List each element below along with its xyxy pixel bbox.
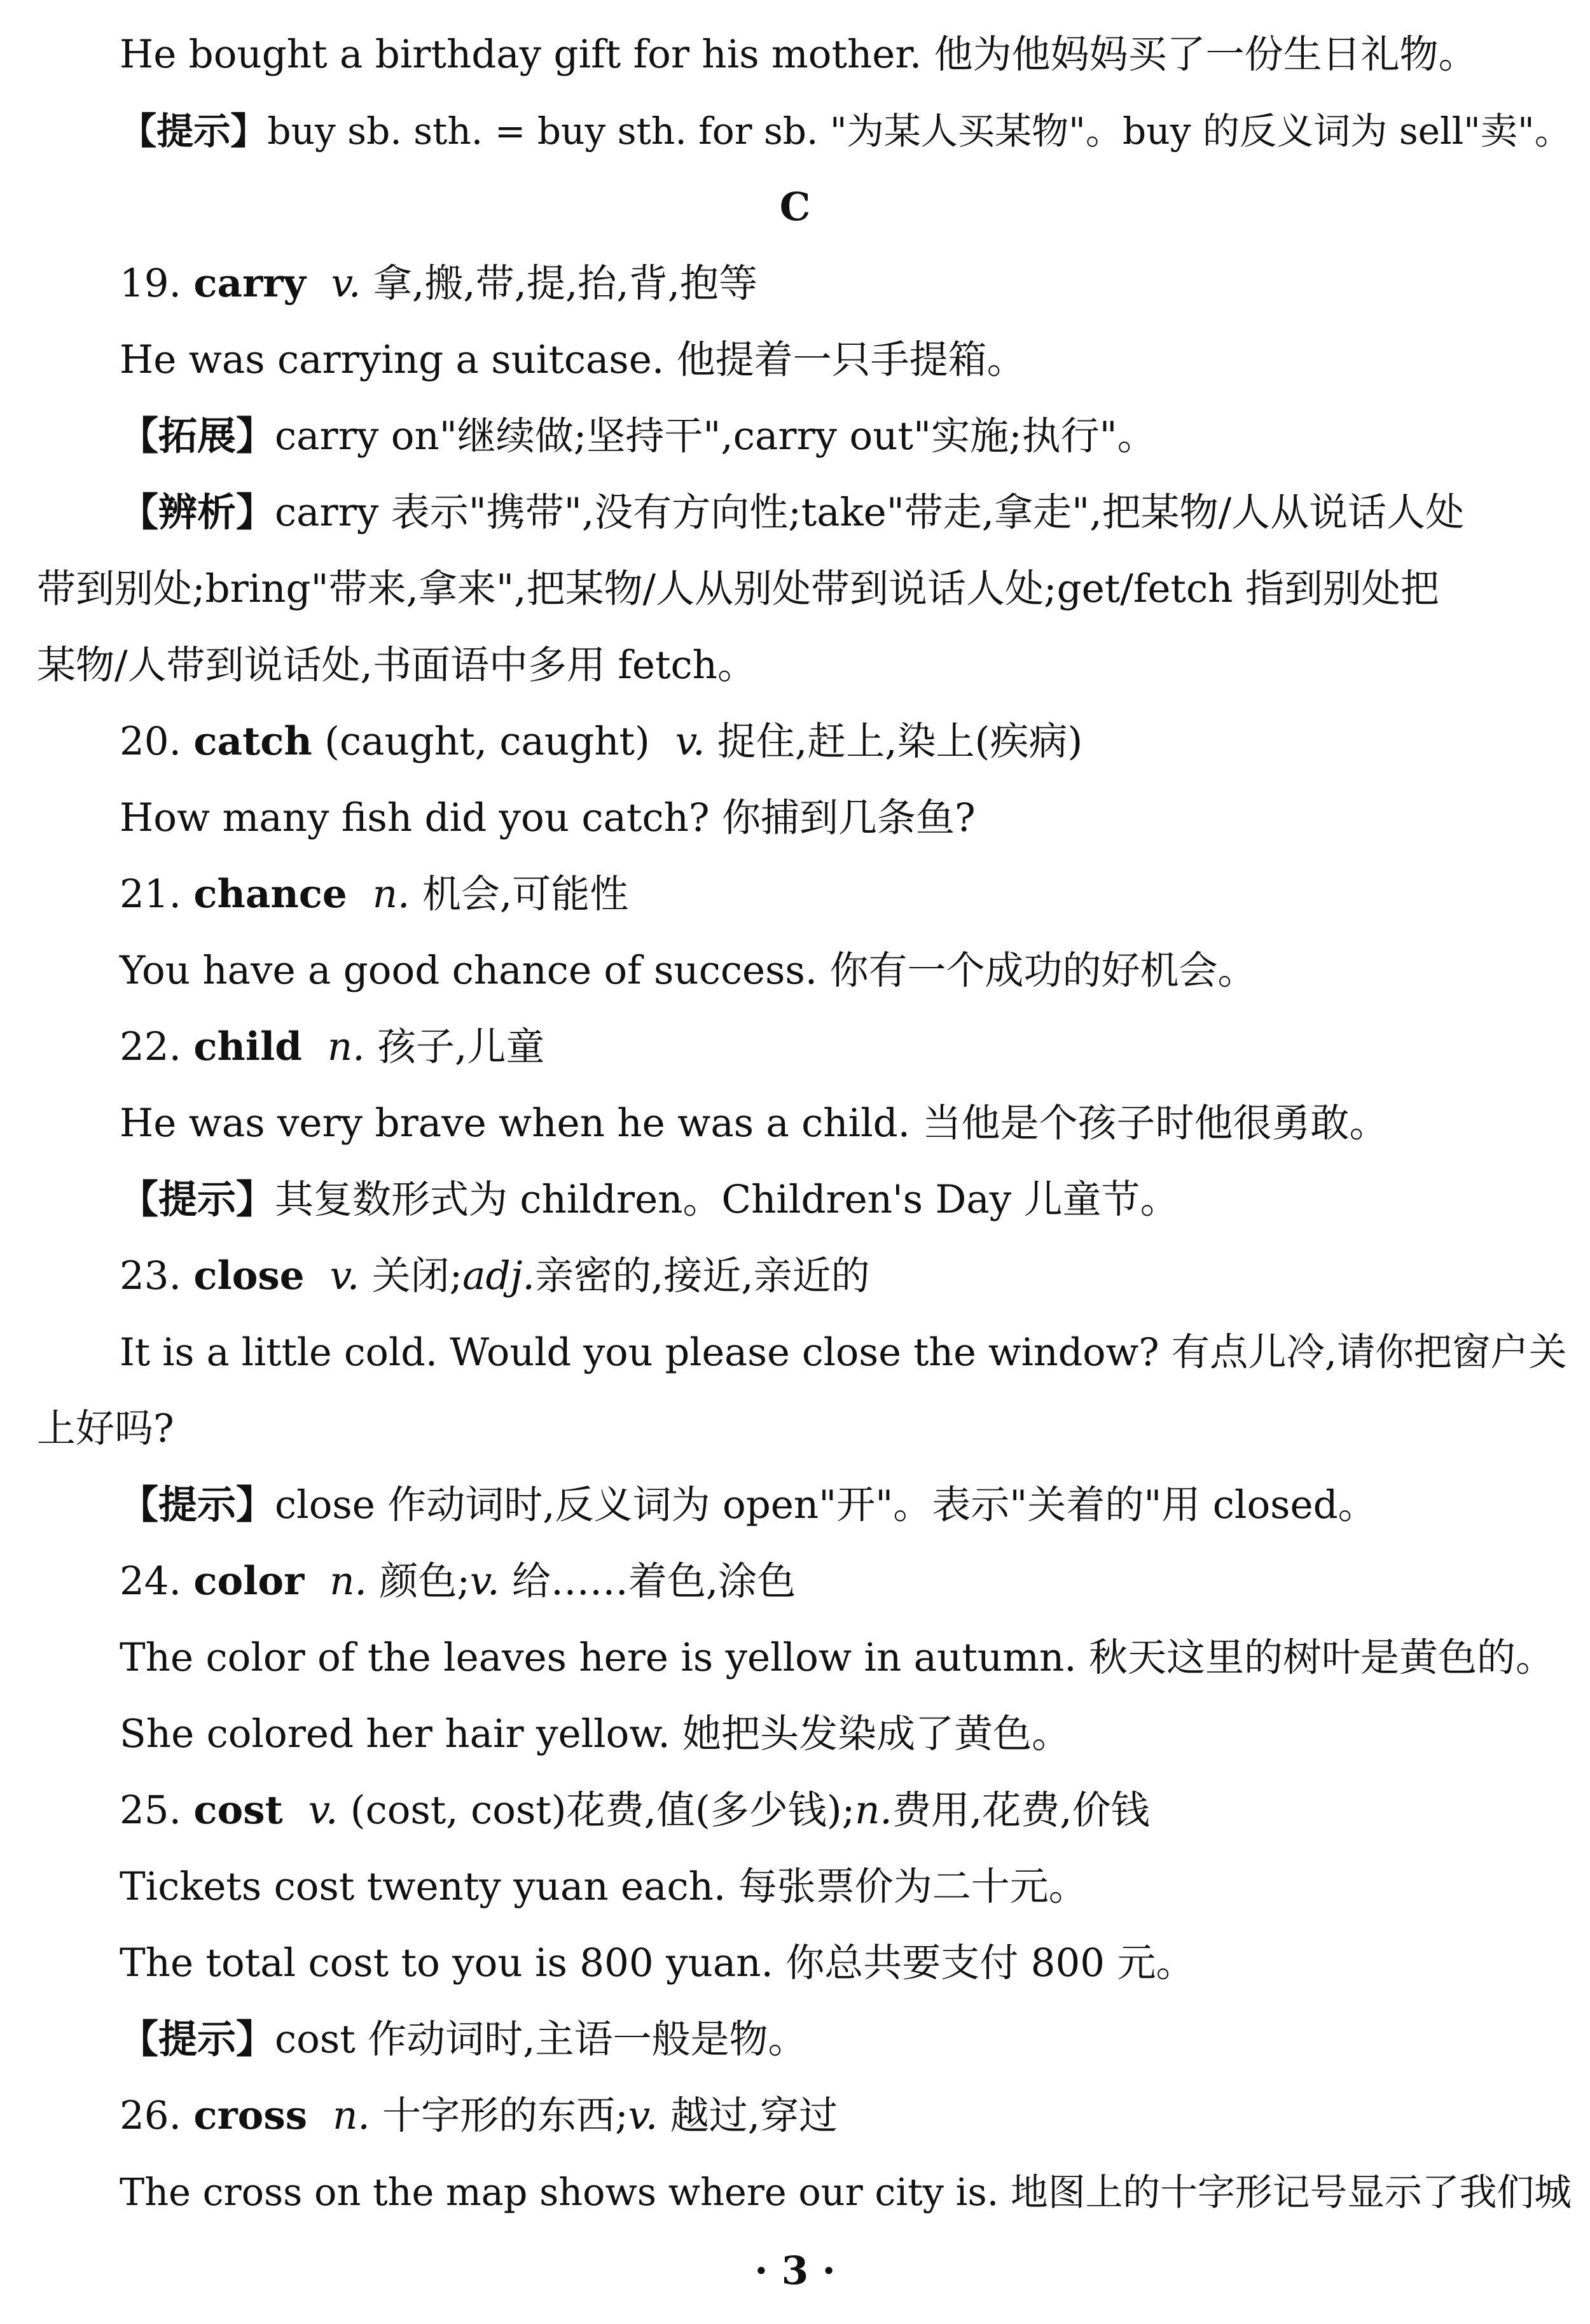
example-sentence: The total cost to you is 800 yuan. 你总共要支付 800 元。 xyxy=(120,1940,1195,1986)
section-heading: C xyxy=(779,184,811,230)
headword: child xyxy=(193,1024,302,1069)
example-sentence: He was very brave when he was a child. 当他是个孩子时他很勇敢。 xyxy=(120,1101,1388,1146)
note-tag: 【提示】 xyxy=(120,2017,275,2062)
headword: cross xyxy=(193,2093,308,2138)
note-line: 【辨析】carry 表示"携带",没有方向性;take"带走,拿走",把某物/人从说话人处 xyxy=(120,490,1465,535)
entry-heading: 26. cross n. 十字形的东西;v. 越过,穿过 xyxy=(120,2093,838,2138)
note-line: 【提示】buy sb. sth. = buy sth. for sb. "为某人买某物"。buy 的反义词为 sell"卖"。 xyxy=(120,109,1572,153)
note-line: 【拓展】carry on"继续做;坚持干",carry out"实施;执行"。 xyxy=(120,414,1156,459)
entry-heading: 20. catch (caught, caught) v. 捉住,赶上,染上(疾病) xyxy=(120,719,1083,764)
headword: carry xyxy=(193,261,306,306)
example-sentence: It is a little cold. Would you please close the window? 有点儿冷,请你把窗户关 xyxy=(120,1330,1567,1375)
note-tag: 【提示】 xyxy=(120,1482,275,1527)
page-number: · 3 · xyxy=(754,2248,836,2293)
entry-heading: 19. carry v. 拿,搬,带,提,抬,背,抱等 xyxy=(120,261,758,306)
example-sentence: Tickets cost twenty yuan each. 每张票价为二十元。 xyxy=(120,1864,1088,1909)
entry-heading: 23. close v. 关闭;adj.亲密的,接近,亲近的 xyxy=(120,1253,870,1298)
note-tag: 【辨析】 xyxy=(120,490,275,535)
example-sentence: She colored her hair yellow. 她把头发染成了黄色。 xyxy=(120,1711,1071,1757)
entry-heading: 25. cost v. (cost, cost)花费,值(多少钱);n.费用,花费,价钱 xyxy=(120,1788,1150,1833)
note-continuation: 带到别处;bring"带来,拿来",把某物/人从别处带到说话人处;get/fetch 指到别处把 xyxy=(37,566,1439,611)
example-sentence: How many fish did you catch? 你捕到几条鱼? xyxy=(120,795,976,840)
note-line: 【提示】close 作动词时,反义词为 open"开"。表示"关着的"用 closed。 xyxy=(120,1482,1377,1527)
headword: catch xyxy=(193,719,312,764)
example-sentence: You have a good chance of success. 你有一个成功的好机会。 xyxy=(120,948,1257,993)
example-sentence: He bought a birthday gift for his mother. 他为他妈妈买了一份生日礼物。 xyxy=(120,32,1477,77)
headword: color xyxy=(193,1559,305,1604)
headword: cost xyxy=(193,1788,283,1833)
note-tag: 【拓展】 xyxy=(120,414,275,459)
note-tag: 【提示】 xyxy=(120,1177,275,1222)
example-sentence: The cross on the map shows where our city is. 地图上的十字形记号显示了我们城 xyxy=(120,2170,1572,2214)
example-sentence: The color of the leaves here is yellow in autumn. 秋天这里的树叶是黄色的。 xyxy=(120,1635,1555,1680)
example-sentence: He was carrying a suitcase. 他提着一只手提箱。 xyxy=(120,337,1026,382)
entry-heading: 22. child n. 孩子,儿童 xyxy=(120,1024,545,1069)
entry-heading: 21. chance n. 机会,可能性 xyxy=(120,872,629,917)
headword: close xyxy=(193,1253,305,1298)
note-line: 【提示】cost 作动词时,主语一般是物。 xyxy=(120,2017,807,2062)
note-continuation: 某物/人带到说话处,书面语中多用 fetch。 xyxy=(37,643,756,688)
example-continuation: 上好吗? xyxy=(37,1406,174,1451)
headword: chance xyxy=(193,872,347,917)
entry-heading: 24. color n. 颜色;v. 给……着色,涂色 xyxy=(120,1559,796,1604)
note-tag: 【提示】 xyxy=(120,109,268,153)
note-line: 【提示】其复数形式为 children。Children's Day 儿童节。 xyxy=(120,1177,1179,1222)
